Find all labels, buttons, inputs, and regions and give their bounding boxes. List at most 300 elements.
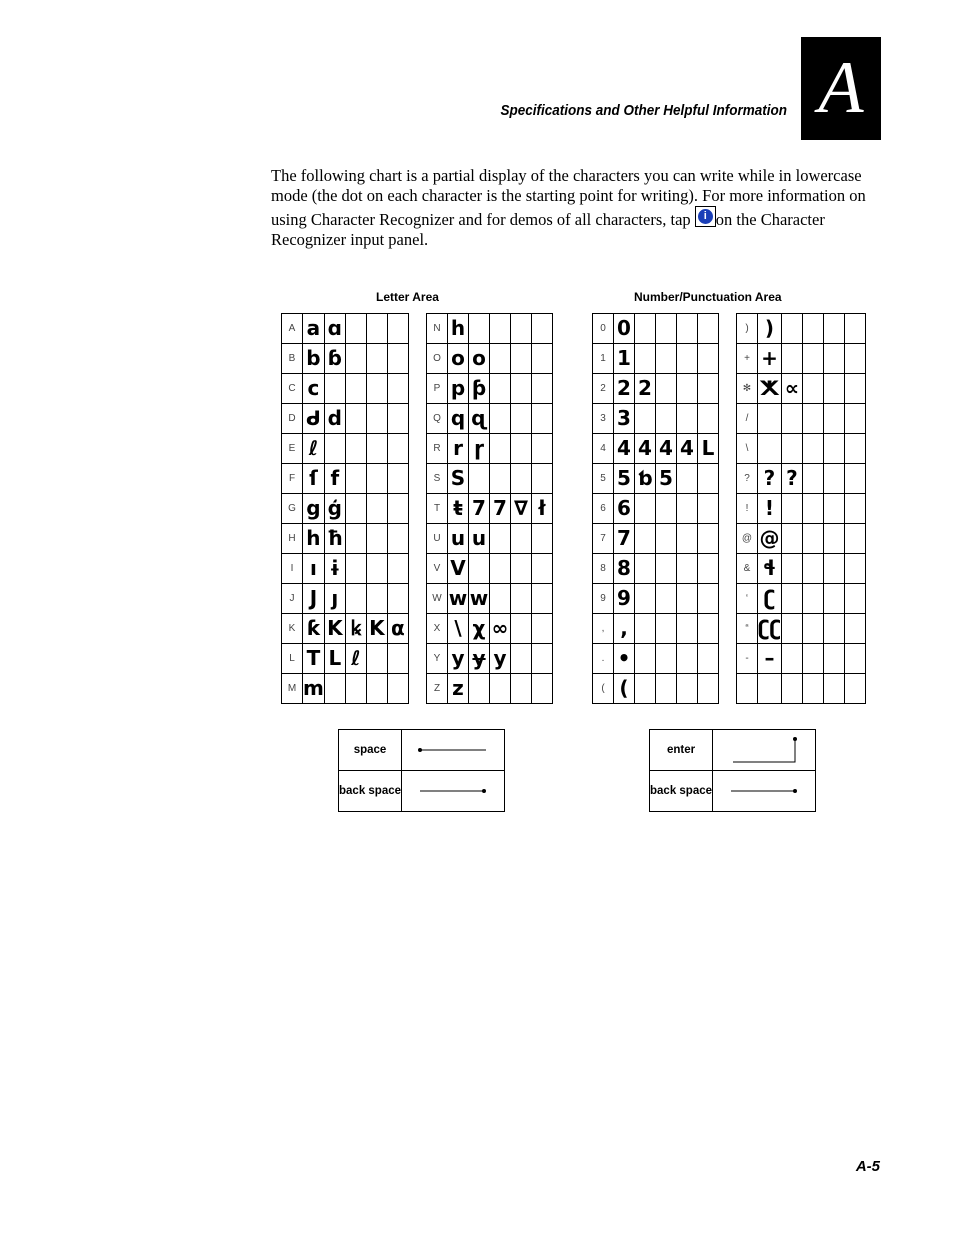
empty-cell — [511, 344, 532, 374]
grid-row — [282, 314, 409, 344]
empty-cell — [511, 524, 532, 554]
stroke-sample: y — [490, 644, 511, 674]
empty-cell — [532, 314, 553, 344]
stroke-sample: 7 — [490, 494, 511, 524]
empty-cell — [823, 344, 844, 374]
grid-row — [593, 404, 719, 434]
info-glyph: i — [698, 209, 713, 224]
empty-cell — [511, 584, 532, 614]
stroke-sample: K — [366, 614, 387, 644]
empty-cell — [844, 374, 865, 404]
stroke-sample: 5 — [614, 464, 635, 494]
stroke-sample: ɏ — [469, 644, 490, 674]
empty-cell — [823, 434, 844, 464]
stroke-sample: χ — [469, 614, 490, 644]
empty-cell — [345, 464, 366, 494]
empty-cell — [781, 614, 802, 644]
stroke-sample: V — [448, 554, 469, 584]
stroke-sample: ł — [532, 494, 553, 524]
empty-cell — [345, 554, 366, 584]
empty-cell — [802, 674, 823, 704]
grid-row — [427, 644, 553, 674]
stroke-sample: 9 — [614, 584, 635, 614]
empty-cell — [345, 584, 366, 614]
grid-key-label: 8 — [593, 554, 614, 584]
stroke-sample: ɋ — [469, 404, 490, 434]
stroke-sample: ? — [758, 464, 782, 494]
empty-cell — [823, 404, 844, 434]
grid-row — [737, 344, 866, 374]
empty-cell — [532, 674, 553, 704]
empty-cell — [366, 314, 387, 344]
empty-cell — [823, 374, 844, 404]
grid-key-label: P — [427, 374, 448, 404]
empty-cell — [366, 554, 387, 584]
stroke-sample: 0 — [614, 314, 635, 344]
empty-cell — [844, 584, 865, 614]
empty-cell — [366, 434, 387, 464]
grid-row — [593, 374, 719, 404]
empty-cell — [802, 434, 823, 464]
empty-cell — [532, 614, 553, 644]
empty-cell — [844, 674, 865, 704]
empty-cell — [324, 374, 345, 404]
empty-cell — [490, 524, 511, 554]
empty-cell — [345, 314, 366, 344]
empty-cell — [532, 644, 553, 674]
empty-cell — [532, 434, 553, 464]
grid-row — [737, 434, 866, 464]
grid-row — [593, 524, 719, 554]
grid-row — [427, 584, 553, 614]
empty-cell — [802, 614, 823, 644]
grid-key-label: S — [427, 464, 448, 494]
grid-key-label: ( — [593, 674, 614, 704]
grid-row — [593, 584, 719, 614]
empty-cell — [844, 464, 865, 494]
empty-cell — [387, 404, 408, 434]
stroke-sample: f — [324, 464, 345, 494]
empty-cell — [345, 434, 366, 464]
grid-key-label: O — [427, 344, 448, 374]
grid-key-label: ? — [737, 464, 758, 494]
empty-cell — [844, 494, 865, 524]
empty-cell — [532, 554, 553, 584]
stroke-sample: u — [469, 524, 490, 554]
stroke-sample: w — [448, 584, 469, 614]
empty-cell — [844, 644, 865, 674]
empty-cell — [366, 494, 387, 524]
empty-cell — [677, 674, 698, 704]
stroke-sample: ! — [758, 494, 782, 524]
grid-key-label: X — [427, 614, 448, 644]
grid-key-label: & — [737, 554, 758, 584]
empty-cell — [366, 374, 387, 404]
number-command-gestures — [649, 729, 816, 812]
stroke-sample: + — [758, 344, 782, 374]
stroke-sample: o — [448, 344, 469, 374]
grid-key-label: 5 — [593, 464, 614, 494]
empty-cell — [844, 434, 865, 464]
empty-cell — [511, 404, 532, 434]
page-number: A-5 — [855, 1158, 880, 1175]
empty-cell — [490, 584, 511, 614]
empty-cell — [490, 554, 511, 584]
stroke-sample: 2 — [614, 374, 635, 404]
info-icon[interactable] — [695, 206, 716, 227]
empty-cell — [698, 314, 719, 344]
empty-cell — [677, 644, 698, 674]
empty-cell — [698, 374, 719, 404]
grid-row — [427, 674, 553, 704]
grid-key-label: G — [282, 494, 303, 524]
stroke-sample: ɑ — [324, 314, 345, 344]
stroke-sample: a — [303, 314, 325, 344]
grid-key-label: 4 — [593, 434, 614, 464]
grid-row — [282, 674, 409, 704]
grid-row — [282, 494, 409, 524]
grid-key-label: C — [282, 374, 303, 404]
empty-cell — [366, 644, 387, 674]
stroke-sample: ? — [781, 464, 802, 494]
empty-cell — [511, 314, 532, 344]
stroke-sample: ģ — [324, 494, 345, 524]
empty-cell — [781, 554, 802, 584]
grid-row — [593, 554, 719, 584]
empty-cell — [635, 344, 656, 374]
grid-row — [427, 434, 553, 464]
empty-cell — [677, 524, 698, 554]
stroke-sample: w — [469, 584, 490, 614]
empty-cell — [511, 614, 532, 644]
grid-key-label: 7 — [593, 524, 614, 554]
punctuation-grid — [736, 313, 866, 704]
stroke-sample: ꝃ — [345, 614, 366, 644]
intro-text-part1: The following chart is a partial display of the characters you can write while in lowercase mode (the dot on each character is the starting point for writing). For more information on using Character Recognizer and for demos of all characters, tap — [271, 166, 866, 229]
grid-key-label: V — [427, 554, 448, 584]
stroke-sample: ɓ — [324, 344, 345, 374]
backspace-stroke-icon — [402, 771, 505, 812]
stroke-sample: \ — [448, 614, 469, 644]
grid-key-label: , — [593, 614, 614, 644]
grid-key-label: N — [427, 314, 448, 344]
grid-row — [282, 434, 409, 464]
space-stroke-icon — [402, 730, 505, 771]
grid-row — [737, 554, 866, 584]
empty-cell — [802, 464, 823, 494]
empty-cell — [844, 344, 865, 374]
stroke-sample: c — [303, 374, 325, 404]
empty-cell — [387, 644, 408, 674]
grid-row — [593, 464, 719, 494]
empty-cell — [677, 614, 698, 644]
empty-cell — [677, 464, 698, 494]
empty-cell — [844, 554, 865, 584]
empty-cell — [823, 644, 844, 674]
empty-cell — [387, 524, 408, 554]
grid-key-label: Z — [427, 674, 448, 704]
grid-key-label: 9 — [593, 584, 614, 614]
stroke-sample: 4 — [677, 434, 698, 464]
stroke-sample: S — [448, 464, 469, 494]
stroke-sample: 4 — [614, 434, 635, 464]
grid-row — [737, 374, 866, 404]
grid-key-label: 0 — [593, 314, 614, 344]
stroke-sample: 7 — [614, 524, 635, 554]
stroke-sample: 7 — [469, 494, 490, 524]
grid-key-label: . — [593, 644, 614, 674]
empty-cell — [345, 344, 366, 374]
empty-cell — [802, 584, 823, 614]
stroke-sample: ʗʗ — [758, 614, 782, 644]
stroke-sample: L — [698, 434, 719, 464]
stroke-sample: 1 — [614, 344, 635, 374]
empty-cell — [758, 404, 782, 434]
empty-cell — [698, 404, 719, 434]
empty-cell — [698, 344, 719, 374]
letter-command-gestures — [338, 729, 505, 812]
empty-cell — [490, 374, 511, 404]
grid-row — [593, 314, 719, 344]
grid-key-label: + — [737, 344, 758, 374]
stroke-sample: r — [448, 434, 469, 464]
empty-cell — [635, 554, 656, 584]
empty-cell — [656, 644, 677, 674]
empty-cell — [677, 344, 698, 374]
command-row — [650, 730, 816, 771]
command-label: space — [339, 730, 402, 771]
empty-cell — [387, 314, 408, 344]
grid-key-label: Q — [427, 404, 448, 434]
backspace-stroke-icon — [713, 771, 816, 812]
grid-row — [282, 344, 409, 374]
command-label: back space — [650, 771, 713, 812]
command-label: enter — [650, 730, 713, 771]
stroke-sample: ſ — [303, 464, 325, 494]
grid-key-label: @ — [737, 524, 758, 554]
grid-key-label: B — [282, 344, 303, 374]
grid-row — [427, 494, 553, 524]
stroke-sample: o — [469, 344, 490, 374]
stroke-sample: ƥ — [469, 374, 490, 404]
stroke-sample: T — [303, 644, 325, 674]
empty-cell — [635, 314, 656, 344]
empty-cell — [532, 524, 553, 554]
grid-row — [737, 494, 866, 524]
empty-cell — [366, 524, 387, 554]
stroke-sample: ƅ — [635, 464, 656, 494]
empty-cell — [781, 644, 802, 674]
grid-row — [737, 674, 866, 704]
empty-cell — [511, 464, 532, 494]
empty-cell — [635, 674, 656, 704]
grid-key-label: K — [282, 614, 303, 644]
intro-text-part2: on the Character Recognizer input panel. — [271, 210, 825, 249]
grid-row — [593, 434, 719, 464]
grid-key-label: W — [427, 584, 448, 614]
empty-cell — [469, 464, 490, 494]
empty-cell — [781, 344, 802, 374]
empty-cell — [345, 404, 366, 434]
grid-row — [427, 404, 553, 434]
grid-key-label: “ — [737, 614, 758, 644]
empty-cell — [844, 314, 865, 344]
empty-cell — [324, 674, 345, 704]
empty-cell — [823, 494, 844, 524]
grid-key-label: ‘ — [737, 584, 758, 614]
empty-cell — [532, 344, 553, 374]
stroke-sample: ∞ — [490, 614, 511, 644]
empty-cell — [366, 404, 387, 434]
empty-cell — [345, 524, 366, 554]
empty-cell — [781, 584, 802, 614]
empty-cell — [656, 494, 677, 524]
empty-cell — [366, 584, 387, 614]
grid-key-label: F — [282, 464, 303, 494]
empty-cell — [823, 554, 844, 584]
empty-cell — [677, 404, 698, 434]
empty-cell — [844, 524, 865, 554]
grid-row — [427, 374, 553, 404]
grid-key-label: 3 — [593, 404, 614, 434]
running-head: Specifications and Other Helpful Information — [500, 102, 787, 119]
stroke-sample: m — [303, 674, 325, 704]
empty-cell — [698, 614, 719, 644]
stroke-sample: 3 — [614, 404, 635, 434]
empty-cell — [823, 614, 844, 644]
empty-cell — [635, 524, 656, 554]
empty-cell — [802, 554, 823, 584]
empty-cell — [532, 464, 553, 494]
empty-cell — [532, 404, 553, 434]
grid-row — [427, 464, 553, 494]
grid-key-label: ✻ — [737, 374, 758, 404]
stroke-sample: • — [614, 644, 635, 674]
stroke-sample: L — [324, 644, 345, 674]
stroke-sample: 4 — [656, 434, 677, 464]
empty-cell — [823, 524, 844, 554]
empty-cell — [656, 374, 677, 404]
empty-cell — [387, 434, 408, 464]
stroke-sample: , — [614, 614, 635, 644]
grid-key-label: - — [737, 644, 758, 674]
stroke-sample: K — [324, 614, 345, 644]
empty-cell — [511, 674, 532, 704]
empty-cell — [387, 584, 408, 614]
grid-row — [427, 524, 553, 554]
empty-cell — [511, 554, 532, 584]
grid-row — [427, 614, 553, 644]
stroke-sample: J — [303, 584, 325, 614]
empty-cell — [387, 674, 408, 704]
command-label: back space — [339, 771, 402, 812]
grid-key-label: E — [282, 434, 303, 464]
stroke-sample: p — [448, 374, 469, 404]
empty-cell — [781, 674, 802, 704]
stroke-sample: 4 — [635, 434, 656, 464]
empty-cell — [469, 314, 490, 344]
grid-key-label: D — [282, 404, 303, 434]
grid-key-label: I — [282, 554, 303, 584]
empty-cell — [366, 344, 387, 374]
grid-key-label: / — [737, 404, 758, 434]
empty-cell — [469, 674, 490, 704]
grid-key-label: Y — [427, 644, 448, 674]
stroke-sample: g — [303, 494, 325, 524]
empty-cell — [758, 674, 782, 704]
empty-cell — [345, 374, 366, 404]
empty-cell — [698, 674, 719, 704]
command-row — [650, 771, 816, 812]
stroke-sample: ɬ — [758, 554, 782, 584]
empty-cell — [532, 584, 553, 614]
empty-cell — [698, 644, 719, 674]
stroke-sample: ʗ — [758, 584, 782, 614]
grid-row — [427, 554, 553, 584]
letter-area-title: Letter Area — [376, 290, 439, 304]
stroke-sample: q — [448, 404, 469, 434]
grid-key-label: 1 — [593, 344, 614, 374]
empty-cell — [490, 464, 511, 494]
empty-cell — [387, 494, 408, 524]
grid-key-label: L — [282, 644, 303, 674]
grid-row — [282, 554, 409, 584]
empty-cell — [698, 554, 719, 584]
stroke-sample: α — [387, 614, 408, 644]
stroke-sample: ∇ — [511, 494, 532, 524]
grid-row — [282, 584, 409, 614]
empty-cell — [802, 524, 823, 554]
grid-row — [593, 494, 719, 524]
empty-cell — [823, 464, 844, 494]
empty-cell — [677, 554, 698, 584]
grid-key-label — [737, 674, 758, 704]
stroke-sample: z — [448, 674, 469, 704]
empty-cell — [345, 494, 366, 524]
intro-paragraph — [271, 166, 871, 250]
grid-row — [427, 314, 553, 344]
stroke-sample: h — [448, 314, 469, 344]
letter-grid-a-m — [281, 313, 409, 704]
grid-key-label: \ — [737, 434, 758, 464]
stroke-sample: 8 — [614, 554, 635, 584]
empty-cell — [823, 674, 844, 704]
empty-cell — [490, 404, 511, 434]
empty-cell — [844, 614, 865, 644]
empty-cell — [656, 404, 677, 434]
empty-cell — [781, 314, 802, 344]
grid-row — [593, 644, 719, 674]
empty-cell — [677, 584, 698, 614]
empty-cell — [490, 674, 511, 704]
grid-row — [737, 314, 866, 344]
command-row — [339, 730, 505, 771]
stroke-sample: ᑯ — [303, 404, 325, 434]
empty-cell — [802, 314, 823, 344]
empty-cell — [698, 464, 719, 494]
stroke-sample: ı — [303, 554, 325, 584]
empty-cell — [802, 404, 823, 434]
letter-grid-n-z — [426, 313, 553, 704]
empty-cell — [844, 404, 865, 434]
stroke-sample: u — [448, 524, 469, 554]
stroke-sample: d — [324, 404, 345, 434]
grid-key-label: R — [427, 434, 448, 464]
empty-cell — [635, 584, 656, 614]
empty-cell — [366, 464, 387, 494]
grid-key-label: H — [282, 524, 303, 554]
empty-cell — [823, 314, 844, 344]
